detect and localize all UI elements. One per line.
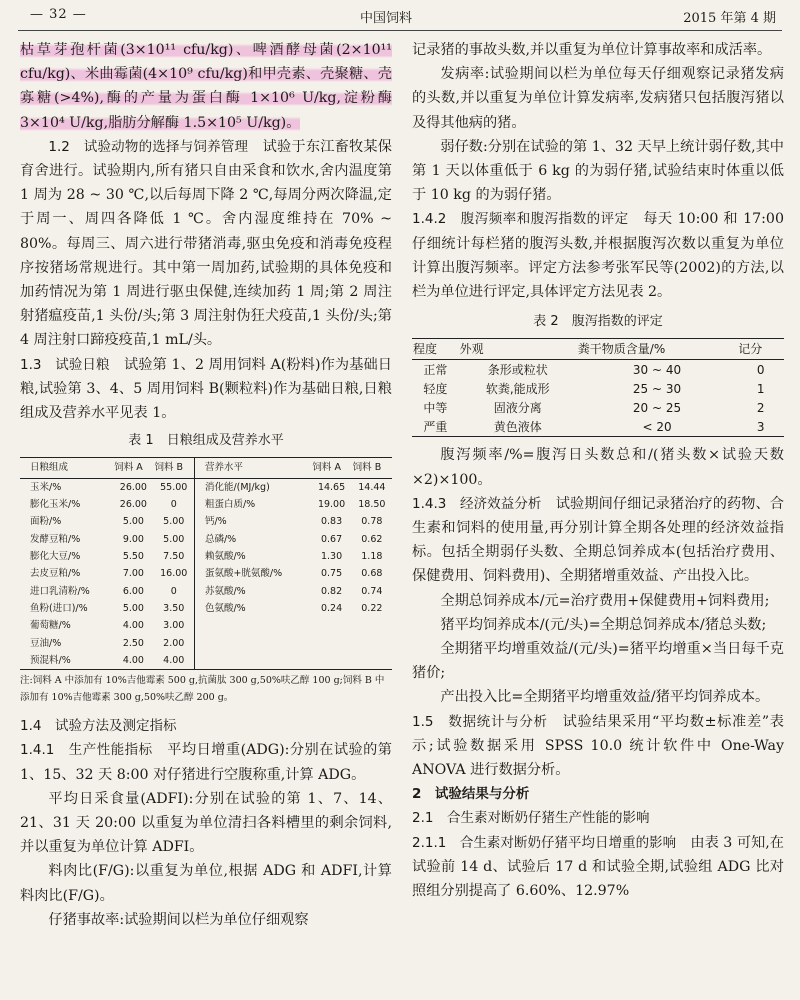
section-1-4-3-body: 试验期间仔细记录猪治疗的药物、合生素和饲料的使用量,再分别计算全期各处理的经济效益指标。包括全期弱仔头数、全期总饲养成本(包括治疗费用、保健费用、饲料费用)、全期猪增重效益、产出投入比。 <box>412 495 784 585</box>
table1-cell: 钙/% <box>194 514 311 531</box>
table1-cell: 9.00 <box>122 533 144 545</box>
table1-cell: 1.18 <box>361 551 383 563</box>
table1-cell: 26.00 <box>119 481 147 493</box>
table1-cell: 5.00 <box>122 602 144 614</box>
table2-cell: 条形或粒状 <box>487 362 548 377</box>
table1-cell <box>352 617 392 634</box>
diarrhea-formula: 腹泻频率/%=腹泻日头数总和/(猪头数×试验天数×2)×100。 <box>412 447 784 488</box>
section-2-1-1-title: 2.1.1 合生素对断奶仔猪平均日增重的影响 <box>412 834 677 851</box>
formula-total-cost: 全期总饲养成本/元=治疗费用+保健费用+饲料费用; <box>440 592 770 609</box>
table1-cell: 55.00 <box>160 481 188 493</box>
table1-cell: 4.00 <box>154 652 195 670</box>
table1-cell: 26.00 <box>119 499 147 511</box>
page-number: — 32 — <box>30 7 87 22</box>
section-1-5 <box>412 710 784 783</box>
t2-header-cell: 粪干物质含量/% <box>577 339 738 360</box>
weak-piglet-paragraph: 弱仔数:分别在试验的第 1、32 天早上统计弱仔数,其中第 1 天以体重低于 6 kg 的为弱仔猪,试验结束时体重以低于 10 kg 的为弱仔猪。 <box>412 138 784 204</box>
table1-cell <box>194 652 311 670</box>
t2-header-cell: 记分 <box>737 339 784 360</box>
table1-cell: 苏氨酸/% <box>194 583 311 600</box>
section-2-title: 2 试验结果与分析 <box>412 786 530 803</box>
t1-header-cell: 营养水平 <box>194 458 311 479</box>
table1-row <box>20 531 392 548</box>
table2-cell: 严重 <box>412 417 459 437</box>
section-1-4-2-body: 每天 10:00 和 17:00 仔细统计每栏猪的腹泻头数,并根据腹泻次数以重复为单位计算出腹泻频率。评定方法参考张军民等(2002)的方法,以栏为单位进行评定,具体评定方法见表 2。 <box>412 211 784 301</box>
section-1-4-2 <box>412 207 784 304</box>
intro-paragraph <box>20 38 392 135</box>
table1-row <box>20 548 392 565</box>
formula-avg-cost: 猪平均饲养成本/(元/头)=全期总饲养成本/猪总头数; <box>440 616 767 633</box>
table1-cell: 豆油/% <box>30 637 62 649</box>
table1-cell <box>352 635 392 652</box>
table1-cell: 0 <box>170 499 177 511</box>
table1-cell: 7.00 <box>122 568 144 580</box>
accident-paragraph: 仔猪事故率:试验期间以栏为单位仔细观察 <box>48 911 309 928</box>
accident-continued: 记录猪的事故头数,并以重复为单位计算事故率和成活率。 <box>412 42 772 58</box>
table2-row <box>412 417 784 437</box>
section-1-5-title: 1.5 数据统计与分析 <box>412 713 548 730</box>
table1-cell: 5.50 <box>122 551 144 563</box>
table1-row <box>20 565 392 582</box>
section-1-4-heading: 1.4 试验方法及测定指标 <box>20 718 177 735</box>
table1-cell: 0.22 <box>361 602 383 614</box>
table1-cell: 0.82 <box>320 585 343 597</box>
table1-row <box>20 478 392 496</box>
table2-cell: 轻度 <box>423 381 448 396</box>
table1-cell: 5.00 <box>122 516 144 528</box>
section-1-4-1 <box>20 738 392 786</box>
table1-cell: 3.00 <box>163 620 185 632</box>
table1-cell: 18.50 <box>358 499 386 511</box>
formula-gain-benefit: 全期猪平均增重效益/(元/头)=猪平均增重×当日每千克猪价; <box>412 641 784 682</box>
table1-cell: 5.00 <box>163 533 185 545</box>
table1-cell: 色氨酸/% <box>194 600 311 617</box>
table1-cell: 7.50 <box>163 551 185 563</box>
table1-caption: 表 1 日粮组成及营养水平 <box>128 433 284 449</box>
table1-row <box>20 514 392 531</box>
table2-row <box>412 398 784 417</box>
table1-cell: 2.50 <box>122 637 144 649</box>
table2-row <box>412 379 784 398</box>
table1-cell: 0.68 <box>361 568 383 580</box>
table2-cell: 3 <box>737 417 784 437</box>
table2-cell: < 20 <box>577 417 738 437</box>
table1-cell: 5.00 <box>163 516 185 528</box>
section-1-2 <box>20 135 392 353</box>
table1-cell: 0.78 <box>361 516 383 528</box>
section-1-3-body: 试验第 1、2 周用饲料 A(粉料)作为基础日粮,试验第 3、4、5 周用饲料 B(颗粒料)作为基础日粮,日粮组成及营养水平见表 1。 <box>20 356 392 422</box>
table1-cell: 赖氨酸/% <box>194 548 311 565</box>
formula-output-input: 产出投入比=全期猪平均增重效益/猪平均饲养成本。 <box>440 689 770 706</box>
table1-cell: 葡萄糖/% <box>30 620 71 632</box>
table1-cell: 6.00 <box>122 585 144 597</box>
table2-caption: 表 2 腹泻指数的评定 <box>533 314 663 330</box>
right-column <box>412 38 784 903</box>
t1-header-cell: 饲料 A <box>311 458 351 479</box>
table1-cell: 2.00 <box>163 637 185 649</box>
table1-cell: 14.44 <box>358 481 386 493</box>
table2-body <box>412 360 784 437</box>
table1-cell: 19.00 <box>317 499 346 511</box>
table1-cell: 4.00 <box>122 620 144 632</box>
table1-body <box>20 478 392 669</box>
table1-cell: 蛋氨酸+胱氨酸/% <box>194 565 311 582</box>
table1-cell: 0 <box>170 585 177 597</box>
table1-cell: 粗蛋白质/% <box>194 496 311 513</box>
table1 <box>20 457 392 670</box>
table1-cell: 膨化玉米/% <box>30 499 81 511</box>
table2-cell: 软粪,能成形 <box>485 381 550 396</box>
journal-name: 中国饲料 <box>360 11 413 26</box>
section-1-3 <box>20 353 392 426</box>
table1-cell: 0.83 <box>320 516 343 528</box>
table1-cell: 1.30 <box>320 551 343 563</box>
table1-cell: 预混料/% <box>20 652 113 670</box>
section-2-1-title: 2.1 合生素对断奶仔猪生产性能的影响 <box>412 810 650 827</box>
table1-cell: 膨化大豆/% <box>30 551 81 563</box>
table2-cell: 固液分离 <box>493 400 542 415</box>
table1-cell: 16.00 <box>160 568 188 580</box>
section-2-1-1 <box>412 831 784 904</box>
table1-note: 注:饲料 A 中添加有 10%吉他霉素 500 g,抗菌肽 300 g,50%呋乙醇 100 g;饲料 B 中添加有 10%吉他霉素 300 g,50%呋乙醇 200 g。 <box>20 675 385 704</box>
table1-cell: 4.00 <box>113 652 153 670</box>
table1-row <box>20 635 392 652</box>
table1-row <box>20 583 392 600</box>
table1-cell: 0.75 <box>320 568 343 580</box>
table1-cell: 进口乳清粉/% <box>30 585 90 597</box>
table1-cell <box>194 617 311 634</box>
table2-cell: 20 ~ 25 <box>632 400 682 415</box>
table1-cell: 玉米/% <box>30 481 62 493</box>
table2-row <box>412 360 784 380</box>
table1-cell <box>194 635 311 652</box>
left-column <box>20 38 392 932</box>
highlighted-text: 枯草芽孢杆菌(3×10¹¹ cfu/kg)、啤酒酵母菌(2×10¹¹ cfu/kg)、米曲霉菌(4×10⁹ cfu/kg)和甲壳素、壳聚糖、壳寡糖(>4%),酶的产量为蛋白酶 1×10⁶ U/kg,淀粉酶 3×10⁴ U/kg,脂肪分解酶 1.5×10⁵ U/kg)。 <box>20 42 392 131</box>
section-2-1-1-body: 由表 3 可知,在试验前 14 d、试验后 17 d 和试验全期,试验组 ADG 比对照组分别提高了 6.60%、12.97% <box>412 834 784 900</box>
section-1-4-3 <box>412 492 784 589</box>
table2-cell: 黄色液体 <box>459 417 577 437</box>
table1-cell: 消化能/(MJ/kg) <box>194 478 311 496</box>
adfi-paragraph: 平均日采食量(ADFI):分别在试验的第 1、7、14、21、31 天 20:00 以重复为单位清扫各料槽里的剩余饲料,并以重复为单位计算 ADFI。 <box>20 790 392 856</box>
section-1-4-3-title: 1.4.3 经济效益分析 <box>412 495 542 512</box>
table1-row <box>20 496 392 513</box>
issue-label: 2015 年第 4 期 <box>683 11 776 26</box>
table1-cell: 3.50 <box>163 602 185 614</box>
table2-cell: 25 ~ 30 <box>632 381 682 396</box>
table1-cell: 面粉/% <box>30 516 62 528</box>
section-1-4-2-title: 1.4.2 腹泻频率和腹泻指数的评定 <box>412 211 629 228</box>
table1-cell: 发酵豆粕/% <box>30 533 81 545</box>
section-1-4-1-body: 平均日增重(ADG):分别在试验的第 1、15、32 天 8:00 对仔猪进行空腹称重,计算 ADG。 <box>20 742 392 783</box>
table1-row <box>20 652 392 670</box>
table2-cell: 2 <box>756 400 765 415</box>
table2-cell: 30 ~ 40 <box>632 362 682 377</box>
table1-cell: 0.67 <box>320 533 343 545</box>
table1-cell: 14.65 <box>317 481 346 493</box>
table1-cell: 0.24 <box>320 602 343 614</box>
table1-cell <box>311 635 351 652</box>
t2-header-cell: 程度 <box>412 339 459 360</box>
table2-cell: 正常 <box>423 362 448 377</box>
section-1-3-title: 1.3 试验日粮 <box>20 356 110 373</box>
table1-cell <box>311 652 351 670</box>
table1-cell: 去皮豆粕/% <box>30 568 81 580</box>
t1-header-cell: 饲料 A <box>113 458 153 479</box>
t1-header-cell: 日粮组成 <box>20 458 113 479</box>
t1-header-cell: 饲料 B <box>352 458 392 479</box>
t2-header-cell: 外观 <box>459 339 577 360</box>
table2-cell: 中等 <box>423 400 448 415</box>
t1-header-cell: 饲料 B <box>154 458 195 479</box>
header-rule <box>18 30 782 31</box>
section-1-2-body: 试验于东江畜牧某保育舍进行。试验期内,所有猪只自由采食和饮水,舍内温度第 1 周为 28 ~ 30 ℃,以后每周下降 2 ℃,每周分两次降温,定于周一、周四各降低 1 ℃。舍内湿度维持在 70% ~ 80%。每周三、周六进行带猪消毒,驱虫免疫和消毒免疫程序按猪场常规进行。其中第一周加药,试验期的具体免疫和加药情况为第 1 周进行驱虫保健,连续加药 1 周;第 2 周注射猪瘟疫苗,1 头份/头;第 3 周注射伪狂犬疫苗,1 头份/头;第 4 周注射口蹄疫疫苗,1 mL/头。 <box>20 138 392 349</box>
table2-cell: 0 <box>756 362 765 377</box>
section-1-5-body: 试验结果采用“平均数±标准差”表示;试验数据采用 SPSS 10.0 统计软件中 One-Way ANOVA 进行数据分析。 <box>412 713 784 779</box>
table1-cell: 0.74 <box>361 585 383 597</box>
table2-cell: 1 <box>756 381 765 396</box>
page-header <box>0 0 800 32</box>
table1-cell <box>352 652 392 670</box>
fg-paragraph: 料肉比(F/G):以重复为单位,根据 ADG 和 ADFI,计算料肉比(F/G)。 <box>20 863 392 904</box>
section-1-4-1-title: 1.4.1 生产性能指标 <box>20 742 153 759</box>
table1-cell: 鱼粉(进口)/% <box>30 602 88 614</box>
table1-row <box>20 600 392 617</box>
morbidity-paragraph: 发病率:试验期间以栏为单位每天仔细观察记录猪发病的头数,并以重复为单位计算发病率,发病猪只包括腹泻猪以及得其他病的猪。 <box>412 66 784 131</box>
table1-row <box>20 617 392 634</box>
section-1-2-title: 1.2 试验动物的选择与饲养管理 <box>48 138 249 155</box>
table1-cell: 总磷/% <box>194 531 311 548</box>
table1-cell <box>311 617 351 634</box>
table2 <box>412 338 784 437</box>
table1-cell: 0.62 <box>361 533 383 545</box>
section-1-4-title <box>20 714 392 738</box>
